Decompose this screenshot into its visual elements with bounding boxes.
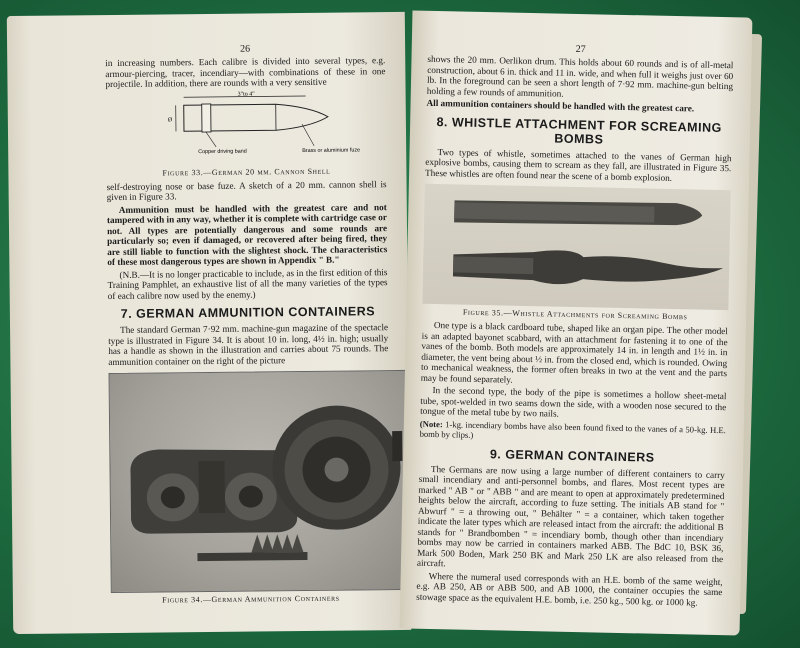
driving-band-label: Copper driving band xyxy=(198,148,247,155)
note-label: (Note: xyxy=(419,418,443,429)
shell-diagram xyxy=(106,89,387,166)
page-number: 27 xyxy=(575,43,586,56)
ammunition-containers-photo xyxy=(109,370,409,593)
figure-caption: Figure 35.—Whistle Attachments for Screaming Bombs xyxy=(462,307,688,322)
paragraph: One type is a black cardboard tube, shaped like an organ pipe. The other model is an adapted bayonet scabbard, with an attachment for fastening it to one of the vanes of the bomb. Both models are approximately 14 in. in length and 1½ in. in diameter, the vent being about ½ in. from the closed end, which is rounded. Owing to mechanical weakness, the former often breaks in two at the vent and the parts may be found separately. xyxy=(420,320,728,385)
nb-paragraph: (N.B.—It is no longer practicable to include, as in the first edition of this Training Pamphlet, an exhaustive list of all the many varieties of the types of each calibre now used by the enemy.) xyxy=(107,266,388,301)
fuze-label: Brass or aluminium fuze xyxy=(302,146,361,154)
whistles-illustration xyxy=(422,184,730,310)
whistle-attachments-photo xyxy=(422,184,730,310)
section-heading: 7. GERMAN AMMUNITION CONTAINERS xyxy=(120,304,376,321)
paragraph: The Germans are now using a large number of different containers to carry small incendiary and anti-personnel bombs, and flares. Most recent types are marked " AB " or " ABB " and are meant to open at approximately predetermined heights below the aircraft, according to fuze setting. The initials AB stand for " Abwurf " = a throwing out, " Behälter " = a container, which taken together indicate the later types which are released intact from the aircraft: the additional B stands for " Brandbomben " = incendiary bomb, though other than incendiary bombs may now be carried in containers marked ABB. The BdC 10, BSK 36, Mark 500 Boden, Mark 250 BK and Mark 250 LK are also released from the aircraft. xyxy=(416,463,725,569)
section-heading: 9. GERMAN CONTAINERS xyxy=(489,446,655,465)
paragraph: In the second type, the body of the pipe is sometimes a hollow sheet-metal tube, spot-welded in two seams down the side, with a wooden nose secured to the tongue of the metal tube by two nails. xyxy=(420,385,727,419)
paragraph: shows the 20 mm. Oerlikon drum. This holds about 60 rounds and is of all-metal construction, about 6 in. thick and 11 in. wide, and when full it weighs just over 60 lb. In the foreground can be seen a short length of 7·92 mm. machine-gun belting holding a few rounds of ammunition. xyxy=(426,53,734,99)
note-paragraph xyxy=(420,418,726,445)
dim-side-label: Ø xyxy=(167,116,173,123)
cannon-shell-sketch xyxy=(106,89,387,166)
paragraph: in increasing numbers. Each calibre is divided into several types, e.g. armour-piercing, tracer, incendiary—with combinations of these in one projectile. In addition, there are rounds with a very sensitive xyxy=(105,55,386,90)
paragraph: Where the numeral used corresponds with an H.E. bomb of the same weight, e.g. AB 250, AB or ABB 500, and AB 1000, the container occupies the same stowage space as the equivalent H.E. bomb, i.e. 250 kg., 500 kg. or 1000 kg. xyxy=(416,570,723,608)
containers-illustration xyxy=(110,371,408,592)
right-page xyxy=(400,11,753,636)
dim-top-label: 3"to 4" xyxy=(237,91,255,98)
paragraph: self-destroying nose or base fuze. A sketch of a 20 mm. cannon shell is given in Figure 33. xyxy=(106,178,387,203)
warning-paragraph: All ammunition containers should be handled with the greatest care. xyxy=(426,97,695,114)
left-page xyxy=(7,12,411,634)
paragraph: The standard German 7·92 mm. machine-gun magazine of the spectacle type is illustrated in Figure 34. It is about 10 in. long, 4½ in. high; usually has a handle as shown in the illustration and carries about 75 rounds. The ammunition container on the right of the picture xyxy=(108,322,389,367)
figure-caption: Figure 34.—German Ammunition Containers xyxy=(162,593,340,605)
page-number: 26 xyxy=(240,43,251,55)
section-heading: 8. WHISTLE ATTACHMENT FOR SCREAMING BOMBS xyxy=(436,114,722,147)
note-text: 1-kg. incendiary bombs have also been found fixed to the vanes of a 50-kg. H.E. bomb by clips.) xyxy=(419,418,726,440)
warning-paragraph: Ammunition must be handled with the greatest care and not tampered with in any way, whether it is complete with cartridge case or not. All types are potentially dangerous and some rounds are particularly so; even if damaged, or recovered after being fired, they are still liable to function with the slightest shock. The characteristics of these most dangerous types are shown in Appendix " B." xyxy=(106,201,388,268)
figure-caption: Figure 33.—German 20 mm. Cannon Shell xyxy=(162,166,331,177)
paragraph: Two types of whistle, sometimes attached to the vanes of German high explosive bombs, causing them to scream as they fall, are illustrated in Figure 35. These whistles are often found near the scene of a bomb explosion. xyxy=(425,146,732,183)
